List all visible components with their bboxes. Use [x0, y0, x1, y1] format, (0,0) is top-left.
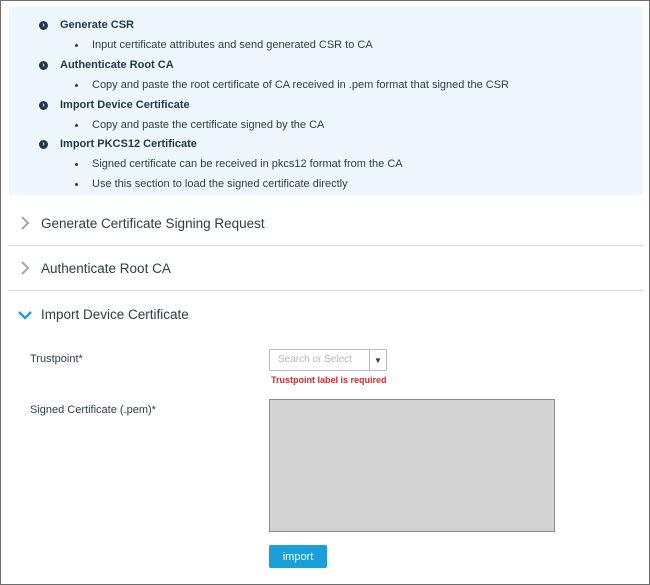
info-sub-item: [75, 158, 403, 170]
info-sub-text: Use this section to load the signed certificate directly: [92, 178, 348, 190]
chevron-right-icon: [9, 261, 41, 275]
info-sub-text: Copy and paste the root certificate of CA received in .pem format that signed the CSR: [92, 79, 509, 91]
info-item-title: Import PKCS12 Certificate: [60, 138, 197, 150]
info-sub-text: Copy and paste the certificate signed by the CA: [92, 119, 325, 131]
signed-cert-textarea[interactable]: [269, 399, 555, 532]
dot-bullet-icon: [75, 84, 78, 87]
trustpoint-error: Trustpoint label is required: [271, 375, 387, 385]
trustpoint-label: Trustpoint*: [30, 353, 83, 365]
dot-bullet-icon: [75, 44, 78, 47]
import-button[interactable]: import: [269, 545, 327, 568]
chevron-down-icon: [9, 310, 41, 320]
section-title: Generate Certificate Signing Request: [41, 215, 265, 231]
section-authenticate-root-ca[interactable]: [9, 246, 643, 291]
info-sub-text: Signed certificate can be received in pkcs12 format from the CA: [92, 158, 403, 170]
info-sub-item: [75, 119, 324, 131]
info-item-title: Authenticate Root CA: [60, 59, 174, 71]
section-title: Import Device Certificate: [41, 307, 189, 322]
info-item-import-pkcs12: [39, 138, 197, 150]
chevron-bullet-icon: ›: [39, 61, 48, 70]
info-item-title: Import Device Certificate: [60, 99, 190, 111]
trustpoint-placeholder: Search or Select: [278, 354, 352, 365]
info-sub-item: [75, 79, 509, 91]
chevron-right-icon: [9, 216, 41, 230]
chevron-bullet-icon: ›: [39, 101, 48, 110]
info-item-authenticate-root-ca: [39, 59, 174, 71]
section-generate-csr[interactable]: [9, 201, 643, 246]
info-item-import-device-certificate: [39, 99, 190, 111]
section-title: Authenticate Root CA: [41, 260, 171, 276]
info-sub-text: Input certificate attributes and send generated CSR to CA: [92, 39, 373, 51]
signed-cert-label: Signed Certificate (.pem)*: [30, 404, 156, 416]
info-item-generate-csr: [39, 19, 134, 31]
dot-bullet-icon: [75, 163, 78, 166]
trustpoint-select[interactable]: [269, 349, 387, 371]
caret-down-icon[interactable]: ▼: [369, 350, 386, 370]
info-panel: [9, 7, 643, 195]
info-item-title: Generate CSR: [60, 19, 134, 31]
dot-bullet-icon: [75, 124, 78, 127]
section-import-device-certificate[interactable]: [9, 292, 643, 337]
chevron-bullet-icon: ›: [39, 140, 48, 149]
info-sub-item: [75, 39, 373, 51]
dot-bullet-icon: [75, 183, 78, 186]
info-sub-item: [75, 178, 348, 190]
chevron-bullet-icon: ›: [39, 21, 48, 30]
